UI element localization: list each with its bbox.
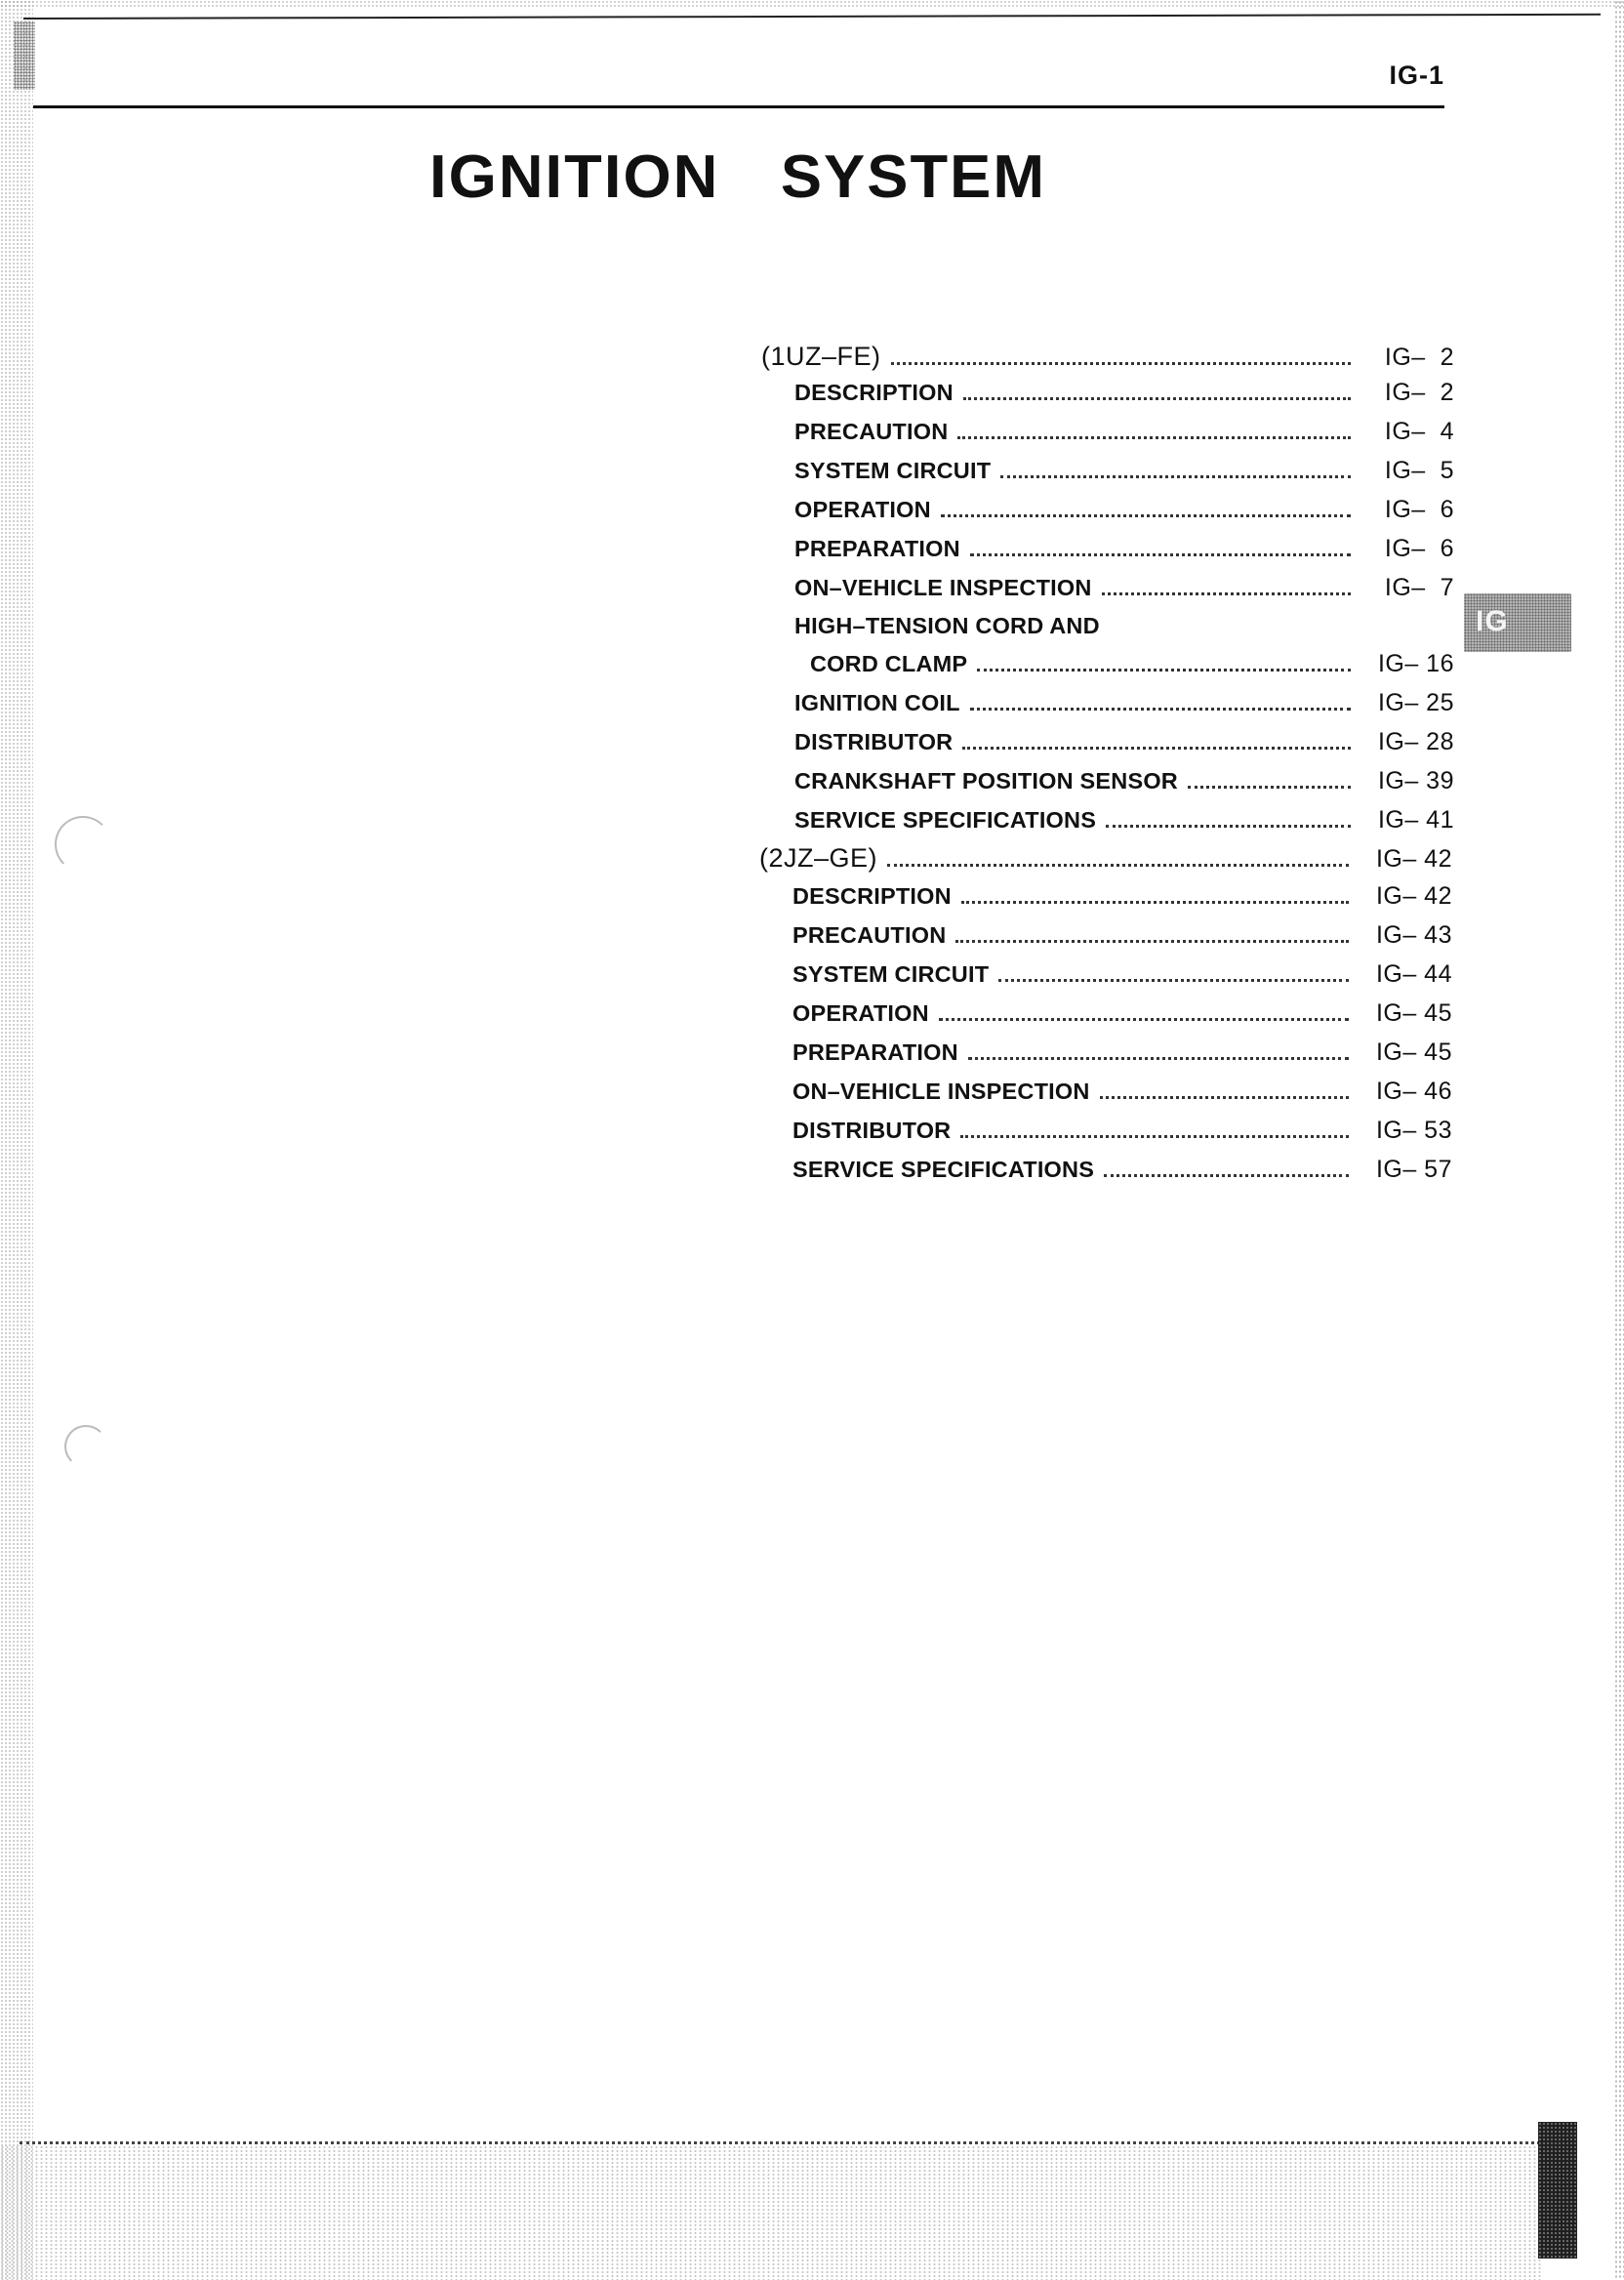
toc-entry[interactable] [792, 999, 1452, 1035]
toc-title: ON–VEHICLE INSPECTION [794, 575, 1092, 600]
toc-title: SYSTEM CIRCUIT [792, 961, 990, 987]
toc-leader [963, 397, 1351, 400]
toc-leader [887, 864, 1349, 867]
toc-leader [962, 747, 1351, 750]
toc-leader [960, 1135, 1349, 1138]
toc-title: CRANKSHAFT POSITION SENSOR [794, 768, 1178, 794]
toc-title: PRECAUTION [792, 922, 947, 948]
scan-edge-bottom [0, 2145, 1542, 2280]
toc-entry[interactable] [794, 418, 1454, 453]
toc-page-ref: IG– 25 [1377, 689, 1454, 716]
top-rule [23, 14, 1601, 20]
toc-entry[interactable] [792, 1038, 1452, 1074]
toc-leader [977, 669, 1351, 672]
toc-leader [970, 708, 1351, 711]
toc-title: DESCRIPTION [794, 380, 954, 405]
section-tab-label: IG [1476, 605, 1509, 637]
toc-leader [961, 901, 1349, 904]
toc-leader [955, 940, 1349, 943]
toc-leader [998, 979, 1349, 982]
page-number: IG-1 [1389, 61, 1444, 90]
toc-entry[interactable] [794, 728, 1454, 763]
toc-title: DESCRIPTION [792, 883, 952, 909]
header-rule [33, 105, 1444, 108]
toc-entry[interactable] [794, 806, 1454, 841]
toc-page-ref: IG– 41 [1377, 806, 1454, 834]
toc-entry[interactable] [794, 379, 1454, 414]
toc-entry[interactable] [794, 535, 1454, 570]
toc-title: OPERATION [794, 497, 931, 522]
toc-entry[interactable] [794, 689, 1454, 724]
toc-title: ON–VEHICLE INSPECTION [792, 1079, 1090, 1104]
toc-leader [970, 553, 1351, 556]
toc-page-ref: IG– 2 [1384, 344, 1454, 371]
toc-title: CORD CLAMP [810, 651, 968, 676]
scan-edge-top [0, 0, 1624, 8]
toc-page-ref: IG– 7 [1384, 574, 1454, 601]
toc-section[interactable] [759, 843, 1452, 878]
scan-mark [55, 816, 111, 873]
toc-entry[interactable] [792, 960, 1452, 996]
toc-title: (2JZ–GE) [759, 843, 878, 873]
scan-edge-left [0, 0, 33, 2280]
toc-page-ref: IG– 6 [1384, 535, 1454, 562]
toc-entry[interactable] [794, 767, 1454, 802]
toc-leader [1188, 786, 1351, 789]
page-corner-block [1538, 2122, 1577, 2259]
toc-entry[interactable] [794, 496, 1454, 531]
toc-title: DISTRIBUTOR [792, 1118, 952, 1143]
toc-page-ref: IG– 5 [1384, 457, 1454, 484]
toc-title: SERVICE SPECIFICATIONS [792, 1157, 1095, 1182]
toc-entry[interactable] [792, 1117, 1452, 1152]
toc-leader [939, 1018, 1349, 1021]
toc-page-ref: IG– 57 [1375, 1156, 1452, 1183]
toc-leader [968, 1057, 1349, 1060]
bottom-rule [20, 2141, 1552, 2144]
toc-entry[interactable] [794, 574, 1454, 609]
toc-leader [1102, 592, 1351, 595]
toc-page-ref: IG– 28 [1377, 728, 1454, 755]
scan-edge-mark [14, 21, 35, 90]
toc-entry[interactable] [792, 921, 1452, 957]
toc-leader [1100, 1096, 1349, 1099]
toc-leader [1104, 1174, 1349, 1177]
toc-page-ref: IG– 42 [1375, 882, 1452, 910]
toc-leader [957, 436, 1351, 439]
toc-page-ref: IG– 45 [1375, 1038, 1452, 1066]
scan-mark [64, 1425, 107, 1468]
toc-title: HIGH–TENSION CORD AND [794, 613, 1100, 638]
toc-page-ref: IG– 39 [1377, 767, 1454, 794]
toc-entry[interactable] [794, 457, 1454, 492]
scan-edge-right [1614, 0, 1624, 2280]
toc-section[interactable] [761, 342, 1454, 377]
toc-entry[interactable] [792, 1156, 1452, 1191]
toc-page-ref: IG– 43 [1375, 921, 1452, 949]
section-tab[interactable] [1464, 593, 1571, 652]
toc-page-ref: IG– 44 [1375, 960, 1452, 988]
toc-entry [794, 613, 1454, 648]
toc-page-ref: IG– 4 [1384, 418, 1454, 445]
toc-page-ref: IG– 53 [1375, 1117, 1452, 1144]
toc-page-ref: IG– 16 [1377, 650, 1454, 677]
toc-title: OPERATION [792, 1000, 929, 1026]
toc-title: SERVICE SPECIFICATIONS [794, 807, 1097, 833]
page-title: IGNITION SYSTEM [429, 143, 1047, 211]
toc-page-ref: IG– 6 [1384, 496, 1454, 523]
toc-leader [891, 362, 1351, 365]
toc-page-ref: IG– 45 [1375, 999, 1452, 1027]
toc-entry[interactable] [792, 1078, 1452, 1113]
toc-title: IGNITION COIL [794, 690, 960, 715]
toc-leader [1106, 825, 1351, 828]
toc-title: PREPARATION [794, 536, 960, 561]
toc-page-ref: IG– 2 [1384, 379, 1454, 406]
toc-title: DISTRIBUTOR [794, 729, 954, 754]
toc-title: PRECAUTION [794, 419, 949, 444]
toc-entry[interactable] [792, 882, 1452, 917]
toc-entry[interactable] [810, 650, 1454, 685]
toc-title: (1UZ–FE) [761, 342, 881, 371]
toc-title: SYSTEM CIRCUIT [794, 458, 992, 483]
toc-page-ref: IG– 46 [1375, 1078, 1452, 1105]
toc-leader [941, 514, 1351, 517]
toc-leader [1000, 475, 1351, 478]
toc-title: PREPARATION [792, 1039, 958, 1065]
toc-page-ref: IG– 42 [1375, 845, 1452, 873]
